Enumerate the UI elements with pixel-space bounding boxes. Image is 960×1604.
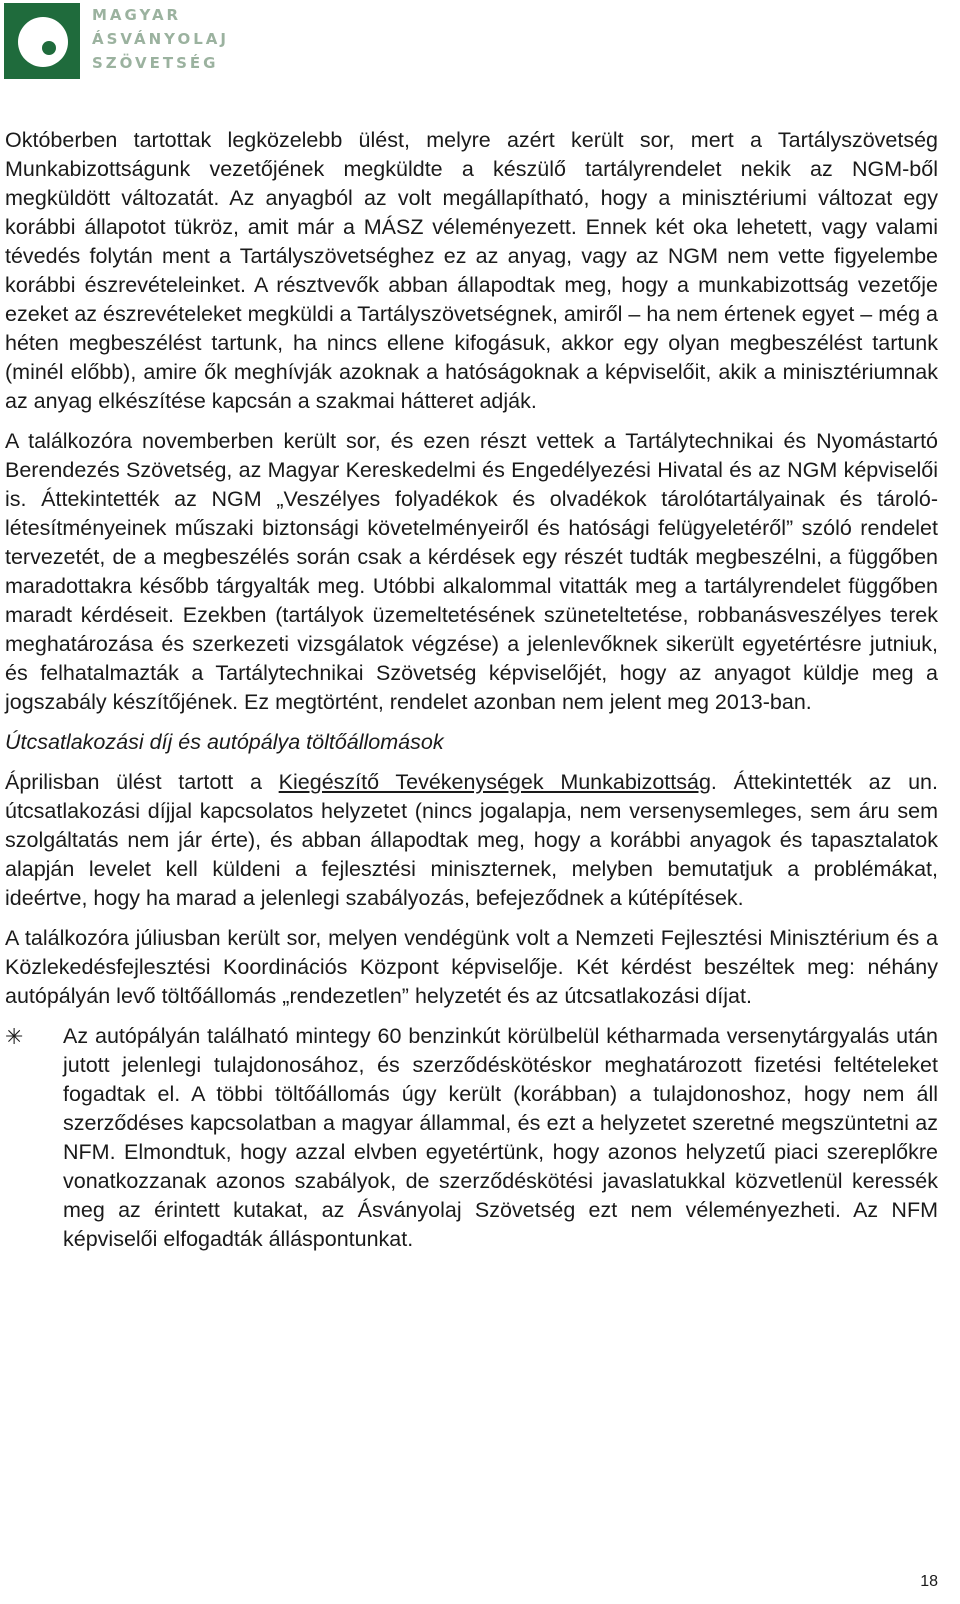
committee-link[interactable]: Kiegészítő Tevékenységek Munkabizottság [278,770,711,794]
organization-logo [4,3,229,79]
logo-line-3: SZÖVETSÉG [92,54,219,72]
page-number: 18 [920,1573,938,1590]
logo-circle [18,17,68,67]
paragraph-april-text-after: . Áttekintették az un. útcsatlakozási díjjal kapcsolatos helyzetet (nincs jogalapja, nem versenysemleges, sem áru sem szolgáltatás nem jár érte), és abban állapodtak meg, hogy a korábbi anyagok és tapasztalatok alapján levelet kell küldeni a fejlesztési miniszternek, melyben bemutatjuk a problémákat, ideértve, hogy ha marad a jelenlegi szabályozás, befejeződnek a kútépítések. [5,770,938,910]
logo-line-1: MAGYAR [92,6,182,24]
logo-line-2: ÁSVÁNYOLAJ [92,30,229,48]
paragraph-april-meeting [5,768,938,913]
logo-dot [42,41,56,55]
logo-mark-icon [4,3,80,79]
bullet-text: Az autópályán található mintegy 60 benzinkút körülbelül kétharmada versenytárgyalás után jutott jelenlegi tulajdonosához, és szerződéskötéskor meghatározott fizetési feltételeket fogadtak el. A többi töltőállomás úgy került (korábban) a tulajdonoshoz, hogy nem áll szerződéses kapcsolatban a magyar állammal, és ezt a helyzetet szeretné megszüntetni az NFM. Elmondtuk, hogy azzal elvben egyetértünk, hogy azonos helyzetű piaci szereplőkre vonatkozzanak azonos szabályok, de szerződéskötési javaslatukkal közvetlenül keressék meg az érintett kutakat, az Ásványolaj Szövetség ezt nem véleményezheti. Az NFM képviselői elfogadták álláspontunkat. [63,1024,938,1251]
paragraph-october-meeting: Októberben tartottak legközelebb ülést, melyre azért került sor, mert a Tartályszövetség Munkabizottságunk vezetőjének megküldte a készülő tartályrendelet nekik az NGM-ből megküldött változatát. Az anyagból az volt megállapítható, hogy a minisztériumi változat egy korábbi állapotot tükröz, amit már a MÁSZ véleményezett. Ennek két oka lehetett, vagy valami tévedés folytán ment a Tartályszövetséghez ez az anyag, vagy az NGM nem vette figyelembe korábbi észrevételeinket. A résztvevők abban állapodtak meg, hogy a munkabizottság vezetője ezeket az észrevételeket megküldi a Tartályszövetségnek, amiről – ha nem értenek egyet – még a héten megbeszélést tartunk, ha nincs ellene kifogásuk, akkor egy olyan megbeszélést tartunk (minél előbb), amire ők meghívják azoknak a hatóságoknak a képviselőit, akik a minisztériumnak az anyag elkészítése kapcsán a szakmai hátteret adják. [5,128,938,413]
document-body [5,126,938,1254]
logo-wordmark [92,3,229,75]
paragraph-april-text-before: Áprilisban ülést tartott a [5,770,279,794]
asterisk-bullet-icon: ✳ [5,1024,24,1049]
paragraph-november-meeting: A találkozóra novemberben került sor, és ezen részt vettek a Tartálytechnikai és Nyomástartó Berendezés Szövetség, az Magyar Kereskedelmi és Engedélyezési Hivatal és az NGM képviselői is. Áttekintették az NGM „Veszélyes folyadékok és olvadékok tárolótartályainak és tároló-létesítményeinek műszaki biztonsági követelményeiről és hatósági felügyeletéről” szóló rendelet tervezetét, de a megbeszélés során csak a kérdések egy részét tudták megbeszélni, a függőben maradottakra később tárgyalták meg. Utóbbi alkalommal vitatták meg a tartályrendelet függőben maradt kérdéseit. Ezekben (tartályok üzemeltetésének szüneteltetése, robbanásveszélyes terek meghatározása és szerkezeti vizsgálatok végzése) a jelenlevőknek sikerült egyetértésre jutniuk, és felhatalmazták a Tartálytechnikai Szövetség képviselőjét, hogy az anyagot küldje meg a jogszabály készítőjének. Ez megtörtént, rendelet azonban nem jelent meg 2013-ban. [5,429,938,714]
section-heading: Útcsatlakozási díj és autópálya töltőállomások [5,730,444,754]
paragraph-july-meeting: A találkozóra júliusban került sor, melyen vendégünk volt a Nemzeti Fejlesztési Minisztérium és a Közlekedésfejlesztési Koordinációs Központ képviselője. Két kérdést beszéltek meg: néhány autópályán levő töltőállomás „rendezetlen” helyzetét és az útcsatlakozási díjat. [5,926,938,1008]
bullet-item [5,1022,938,1254]
